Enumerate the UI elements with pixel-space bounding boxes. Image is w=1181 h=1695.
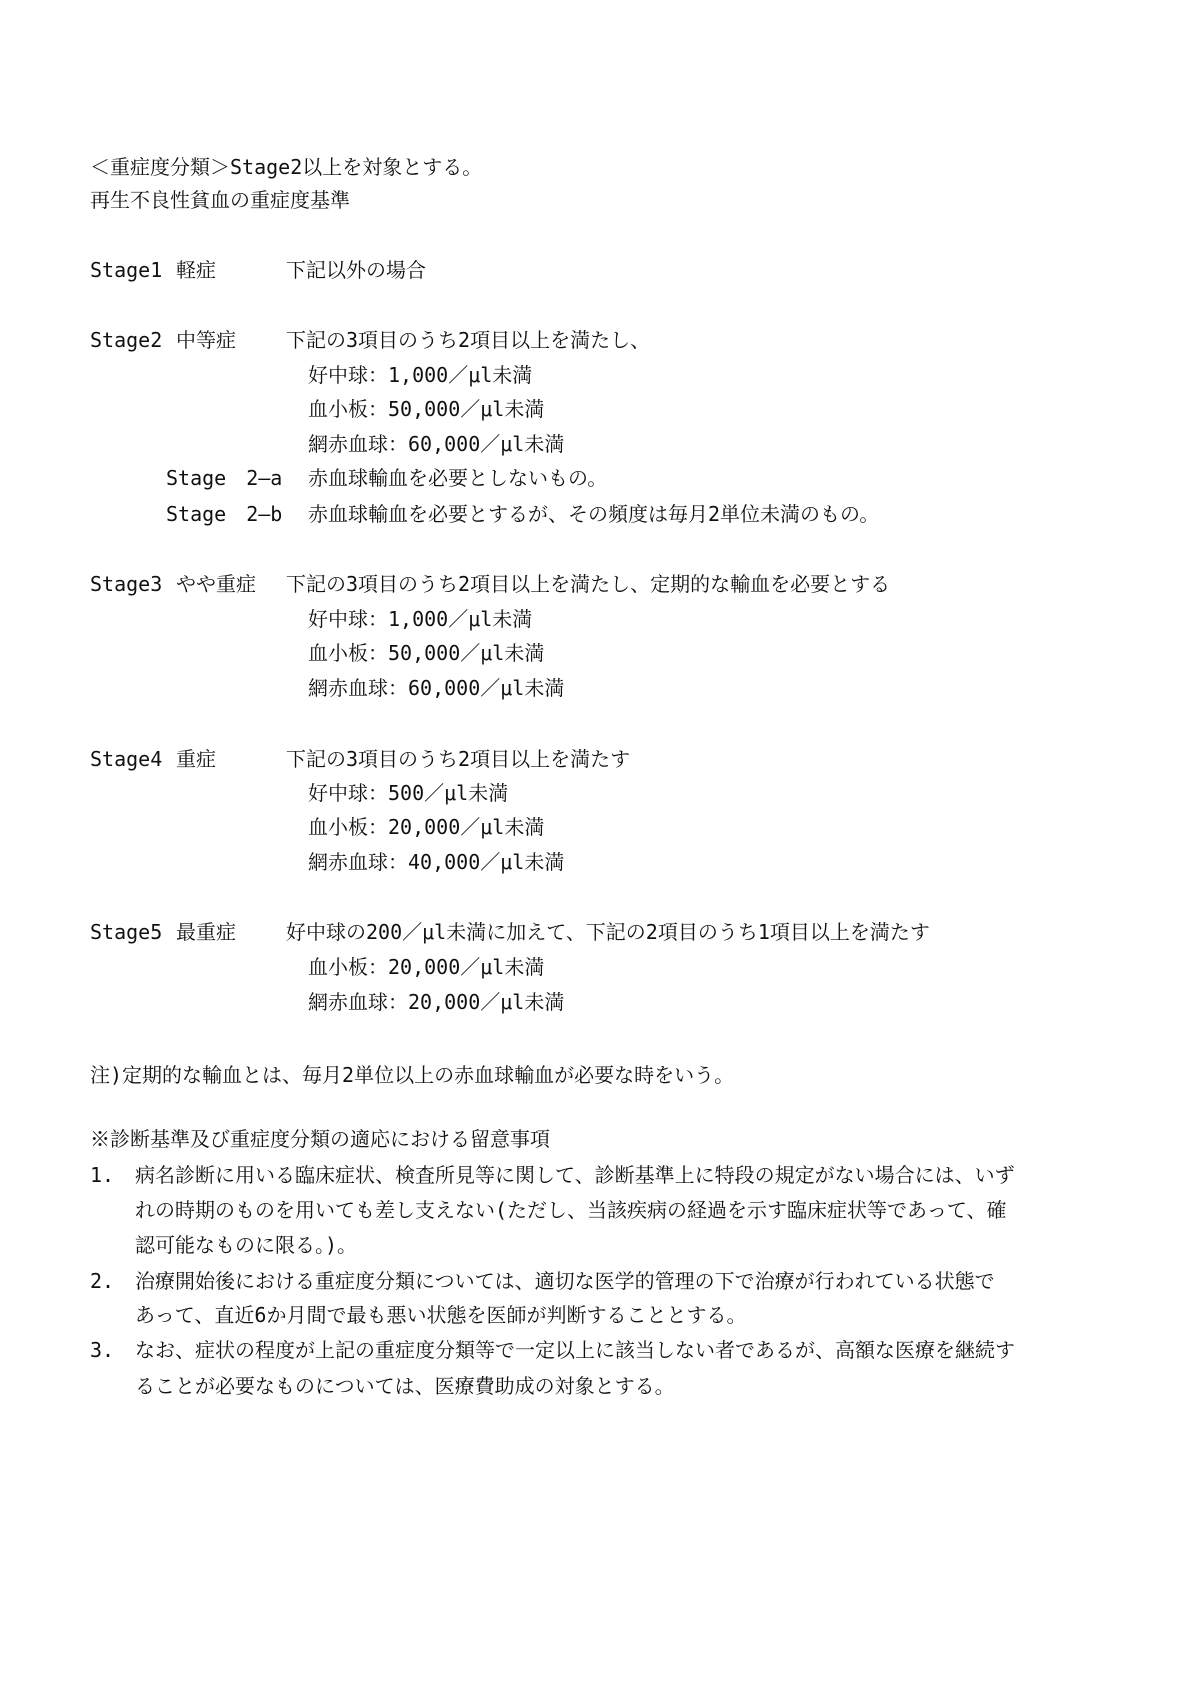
stage-grade: 中等症	[176, 328, 236, 352]
remark-line: れの時期のものを用いても差し支えない(ただし、当該疾病の経過を示す臨床症状等であって、確	[135, 1198, 1007, 1222]
criterion-item: 好中球：1,000／μl未満	[308, 363, 533, 387]
criterion-item: 血小板：20,000／μl未満	[308, 955, 545, 979]
remark-line: 治療開始後における重症度分類については、適切な医学的管理の下で治療が行われている状態で	[135, 1269, 995, 1293]
criterion-item: 網赤血球：40,000／μl未満	[308, 850, 565, 874]
remarks-title: ※診断基準及び重症度分類の適応における留意事項	[90, 1127, 550, 1151]
stage-criteria: 下記以外の場合	[286, 258, 426, 282]
stage-label: Stage3	[90, 572, 163, 596]
stage-label: Stage2	[90, 328, 163, 352]
subheading: 再生不良性貧血の重症度基準	[90, 188, 350, 212]
criterion-item: 血小板：20,000／μl未満	[308, 815, 545, 839]
criterion-item: 網赤血球：60,000／μl未満	[308, 676, 565, 700]
criterion-item: 好中球：500／μl未満	[308, 781, 509, 805]
stage-label: Stage4	[90, 747, 163, 771]
substage-text: 赤血球輸血を必要としないもの。	[308, 466, 608, 490]
stage-grade: 最重症	[176, 920, 236, 944]
remark-line: 病名診断に用いる臨床症状、検査所見等に関して、診断基準上に特段の規定がない場合には、いず	[135, 1163, 1015, 1187]
substage-text: 赤血球輸血を必要とするが、その頻度は毎月2単位未満のもの。	[308, 502, 880, 526]
criterion-item: 好中球：1,000／μl未満	[308, 607, 533, 631]
criterion-item: 血小板：50,000／μl未満	[308, 397, 545, 421]
stage-criteria: 下記の3項目のうち2項目以上を満たし、	[286, 328, 651, 352]
remark-number: 2.	[90, 1269, 115, 1293]
remark-line: あって、直近6か月間で最も悪い状態を医師が判断することとする。	[135, 1303, 747, 1327]
criterion-item: 血小板：50,000／μl未満	[308, 641, 545, 665]
remark-line: ることが必要なものについては、医療費助成の対象とする。	[135, 1374, 675, 1398]
criterion-item: 網赤血球：20,000／μl未満	[308, 990, 565, 1014]
stage-grade: 重症	[176, 747, 216, 771]
heading: ＜重症度分類＞Stage2以上を対象とする。	[90, 155, 483, 179]
stage-grade: やや重症	[176, 572, 256, 596]
substage-label: Stage 2―a	[166, 466, 283, 490]
remark-number: 3.	[90, 1338, 115, 1362]
stage-criteria: 下記の3項目のうち2項目以上を満たし、定期的な輸血を必要とする	[286, 572, 891, 596]
stage-criteria: 好中球の200／μl未満に加えて、下記の2項目のうち1項目以上を満たす	[286, 920, 930, 944]
criterion-item: 網赤血球：60,000／μl未満	[308, 432, 565, 456]
remark-line: なお、症状の程度が上記の重症度分類等で一定以上に該当しない者であるが、高額な医療を継続す	[135, 1338, 1015, 1362]
stage-label: Stage1	[90, 258, 163, 282]
remark-line: 認可能なものに限る。)。	[135, 1233, 358, 1257]
note: 注)定期的な輸血とは、毎月2単位以上の赤血球輸血が必要な時をいう。	[90, 1063, 735, 1087]
remark-number: 1.	[90, 1163, 115, 1187]
stage-label: Stage5	[90, 920, 163, 944]
substage-label: Stage 2―b	[166, 502, 283, 526]
stage-grade: 軽症	[176, 258, 216, 282]
stage-criteria: 下記の3項目のうち2項目以上を満たす	[286, 747, 631, 771]
